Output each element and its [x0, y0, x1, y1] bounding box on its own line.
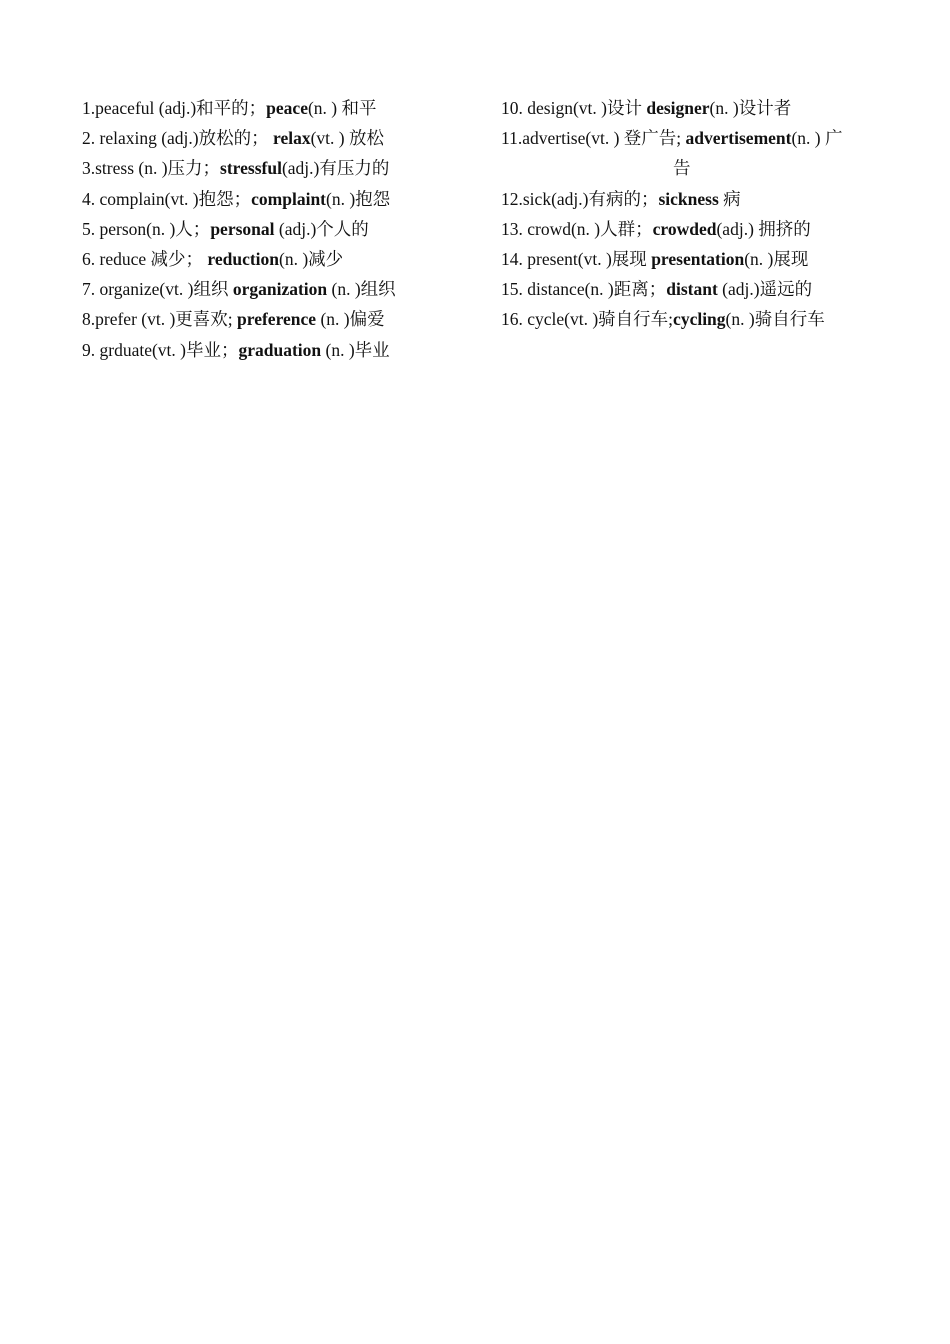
- entry-text: 7. organize(vt. )组织: [82, 279, 233, 300]
- vocab-entry-10: [501, 93, 901, 123]
- vocabulary-column-right: [501, 93, 901, 335]
- vocab-entry-5: [82, 214, 462, 244]
- entry-text: (adj.)个人的: [274, 218, 369, 239]
- entry-text: (adj.)有压力的: [281, 158, 390, 179]
- entry-keyword: advertisement: [685, 128, 792, 149]
- entry-text: (adj.) 拥挤的: [716, 218, 811, 239]
- entry-text: (n. )毕业: [321, 339, 390, 360]
- vocab-entry-16: [501, 304, 901, 334]
- entry-text: 15. distance(n. )距离；: [501, 279, 667, 300]
- vocab-entry-15: [501, 274, 901, 304]
- entry-text: 1.peaceful (adj.)和平的；: [82, 98, 267, 118]
- vocab-entry-6: [82, 244, 462, 274]
- entry-keyword: personal: [210, 218, 275, 239]
- entry-keyword: peace: [266, 98, 308, 118]
- entry-text: 5. person(n. )人；: [82, 218, 211, 239]
- entry-text: 9. grduate(vt. )毕业；: [82, 339, 239, 360]
- entry-text: (n. ) 和平: [307, 98, 377, 118]
- vocab-entry-1: [82, 93, 462, 123]
- entry-keyword: reduction: [207, 249, 280, 270]
- entry-keyword: designer: [646, 98, 710, 118]
- entry-keyword: relax: [273, 128, 311, 149]
- entry-text: (n. )抱怨: [326, 188, 391, 209]
- entry-text: (n. ) 广: [791, 128, 843, 149]
- entry-text: (n. )设计者: [709, 98, 792, 118]
- entry-keyword: preference: [237, 309, 317, 330]
- entry-keyword: sickness: [658, 188, 719, 209]
- entry-keyword: organization: [232, 279, 328, 300]
- entry-text: (adj.)遥远的: [717, 279, 813, 300]
- entry-text: (n. )骑自行车: [725, 309, 825, 330]
- entry-text: 病: [718, 188, 741, 209]
- vocab-entry-7: [82, 274, 462, 304]
- entry-keyword: cycling: [673, 309, 726, 330]
- vocab-entry-9: [82, 335, 462, 365]
- entry-text: 10. design(vt. )设计: [501, 98, 647, 118]
- entry-text: 6. reduce 减少；: [82, 249, 208, 270]
- entry-keyword: crowded: [652, 218, 717, 239]
- entry-text-continuation: 告: [673, 158, 691, 179]
- entry-text: 13. crowd(n. )人群；: [501, 218, 653, 239]
- vocab-entry-4: [82, 184, 462, 214]
- vocab-entry-14: [501, 244, 901, 274]
- entry-text: (vt. ) 放松: [310, 128, 384, 149]
- vocabulary-column-left: [82, 93, 462, 365]
- vocab-entry-12: [501, 184, 901, 214]
- entry-text: 11.advertise(vt. ) 登广告;: [501, 128, 686, 149]
- entry-keyword: graduation: [238, 339, 322, 360]
- entry-text: (n. )组织: [327, 279, 396, 300]
- entry-text: 3.stress (n. )压力；: [82, 158, 221, 179]
- entry-text: 12.sick(adj.)有病的；: [501, 188, 659, 209]
- vocab-entry-8: [82, 304, 462, 334]
- vocab-entry-3: [82, 153, 462, 183]
- entry-text: (n. )偏爱: [316, 309, 385, 330]
- entry-text: (n. )展现: [744, 249, 809, 270]
- entry-text: 14. present(vt. )展现: [501, 249, 652, 270]
- entry-text: 2. relaxing (adj.)放松的；: [82, 128, 273, 149]
- vocab-entry-11: [501, 123, 901, 183]
- entry-keyword: complaint: [251, 188, 327, 209]
- entry-text: 16. cycle(vt. )骑自行车;: [501, 309, 674, 330]
- vocab-entry-13: [501, 214, 901, 244]
- entry-keyword: stressful: [220, 158, 282, 179]
- entry-text: 8.prefer (vt. )更喜欢;: [82, 309, 238, 330]
- vocab-entry-2: [82, 123, 462, 153]
- entry-keyword: distant: [666, 279, 718, 300]
- entry-text: 4. complain(vt. )抱怨；: [82, 188, 252, 209]
- entry-text: (n. )减少: [279, 249, 344, 270]
- entry-keyword: presentation: [651, 249, 745, 270]
